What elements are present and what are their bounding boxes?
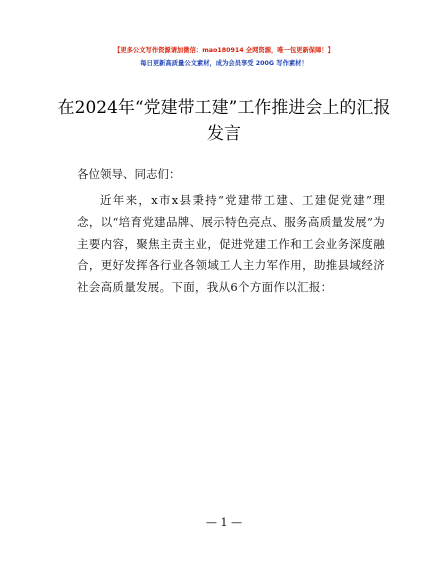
promo-banner xyxy=(0,44,448,70)
promo-banner-line-1: 【更多公文写作资源请加微信：mao180914 全网资源，唯一包更新保障！】 xyxy=(114,47,334,54)
promo-banner-line-2: 每日更新高质量公文素材，成为会员享受 200G 写作素材！ xyxy=(140,60,308,67)
page-number: — 1 — xyxy=(206,516,242,529)
document-title: 在2024年“党建带工建”工作推进会上的汇报发言 xyxy=(57,98,391,144)
body-paragraph: 近年来，x市x县秉持“党建带工建、工建促党建”理念，以“培育党建品牌、展示特色亮点、服务高质量发展”为主要内容，聚焦主责主业，促进党建工作和工会业务深度融合，更好发挥各行业各领域工人主力军作用，助推县域经济社会高质量发展。下面，我从6个方面作以汇报： xyxy=(77,193,385,295)
salutation: 各位领导、同志们： xyxy=(77,167,181,181)
